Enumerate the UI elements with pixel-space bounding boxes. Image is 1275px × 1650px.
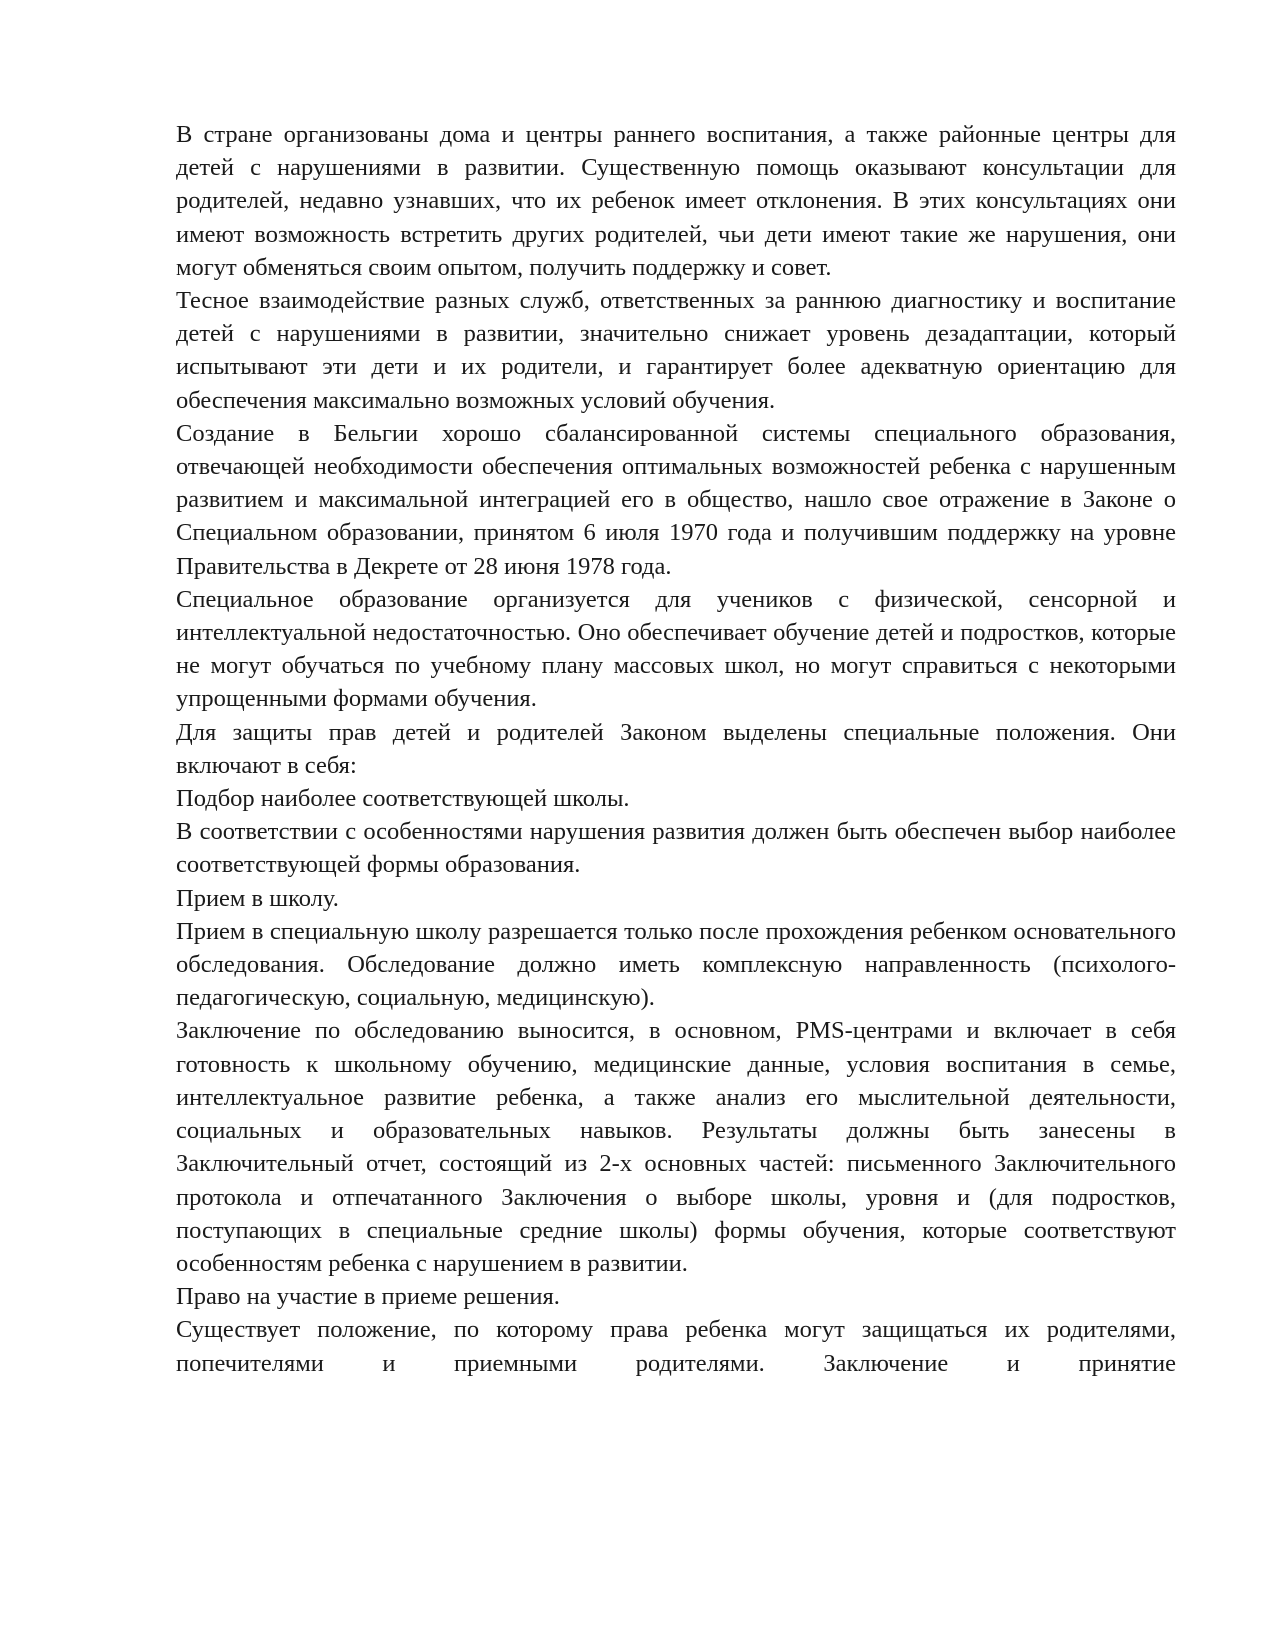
paragraph-decision-right: Существует положение, по которому права ребенка могут защищаться их родителями, попечителями и приемными родителями. Заключение и принятие bbox=[176, 1316, 1176, 1377]
paragraph-heading-admission: Прием в школу. bbox=[176, 884, 339, 912]
paragraph-rights-protection: Для защиты прав детей и родителей Законом выделены специальные положения. Они включают в себя: bbox=[176, 718, 1176, 779]
paragraph-examination-conclusion: Заключение по обследованию выносится, в основном, PMS-центрами и включает в себя готовность к школьному обучению, медицинские данные, условия воспитания в семье, интеллектуальное развитие ребенка, а также анализ его мыслительной деятельности, социальных и образовательных навыков. Результаты должны быть занесены в Заключительный отчет, состоящий из 2-х основных частей: письменного Заключительного протокола и отпечатанного Заключения о выборе школы, уровня и (для подростков, поступающих в специальные средние школы) формы обучения, которые соответствуют особенностям ребенка с нарушением в развитии. bbox=[176, 1017, 1176, 1277]
paragraph-belgium-system: Создание в Бельгии хорошо сбалансированной системы специального образования, отвечающей необходимости обеспечения оптимальных возможностей ребенка с нарушенным развитием и максимальной интеграцией его в общество, нашло свое отражение в Законе о Специальном образовании, принятом 6 июля 1970 года и получившим поддержку на уровне Правительства в Декрете от 28 июня 1978 года. bbox=[176, 419, 1176, 580]
paragraph-heading-decision-right: Право на участие в приеме решения. bbox=[176, 1283, 560, 1311]
paragraph-early-education-centers: В стране организованы дома и центры раннего воспитания, а также районные центры для детей с нарушениями в развитии. Существенную помощь оказывают консультации для родителей, недавно узнавших, что их ребенок имеет отклонения. В этих консультациях они имеют возможность встретить других родителей, чьи дети имеют такие же нарушения, они могут обменяться своим опытом, получить поддержку и совет. bbox=[176, 121, 1176, 281]
paragraph-heading-school-selection: Подбор наиболее соответствующей школы. bbox=[176, 785, 630, 813]
paragraph-school-selection: В соответствии с особенностями нарушения развития должен быть обеспечен выбор наиболее соответствующей формы образования. bbox=[176, 818, 1176, 879]
paragraph-special-education: Специальное образование организуется для учеников с физической, сенсорной и интеллектуальной недостаточностью. Оно обеспечивает обучение детей и подростков, которые не могут обучаться по учебному плану массовых школ, но могут справиться с некоторыми упрощенными формами обучения. bbox=[176, 585, 1176, 713]
paragraph-admission: Прием в специальную школу разрешается только после прохождения ребенком основательного обследования. Обследование должно иметь комплексную направленность (психолого-педагогическую, социальную, медицинскую). bbox=[176, 917, 1176, 1012]
body-text bbox=[176, 118, 1176, 1380]
paragraph-services-interaction: Тесное взаимодействие разных служб, ответственных за раннюю диагностику и воспитание детей с нарушениями в развитии, значительно снижает уровень дезадаптации, который испытывают эти дети и их родители, и гарантирует более адекватную ориентацию для обеспечения максимально возможных условий обучения. bbox=[176, 287, 1176, 414]
